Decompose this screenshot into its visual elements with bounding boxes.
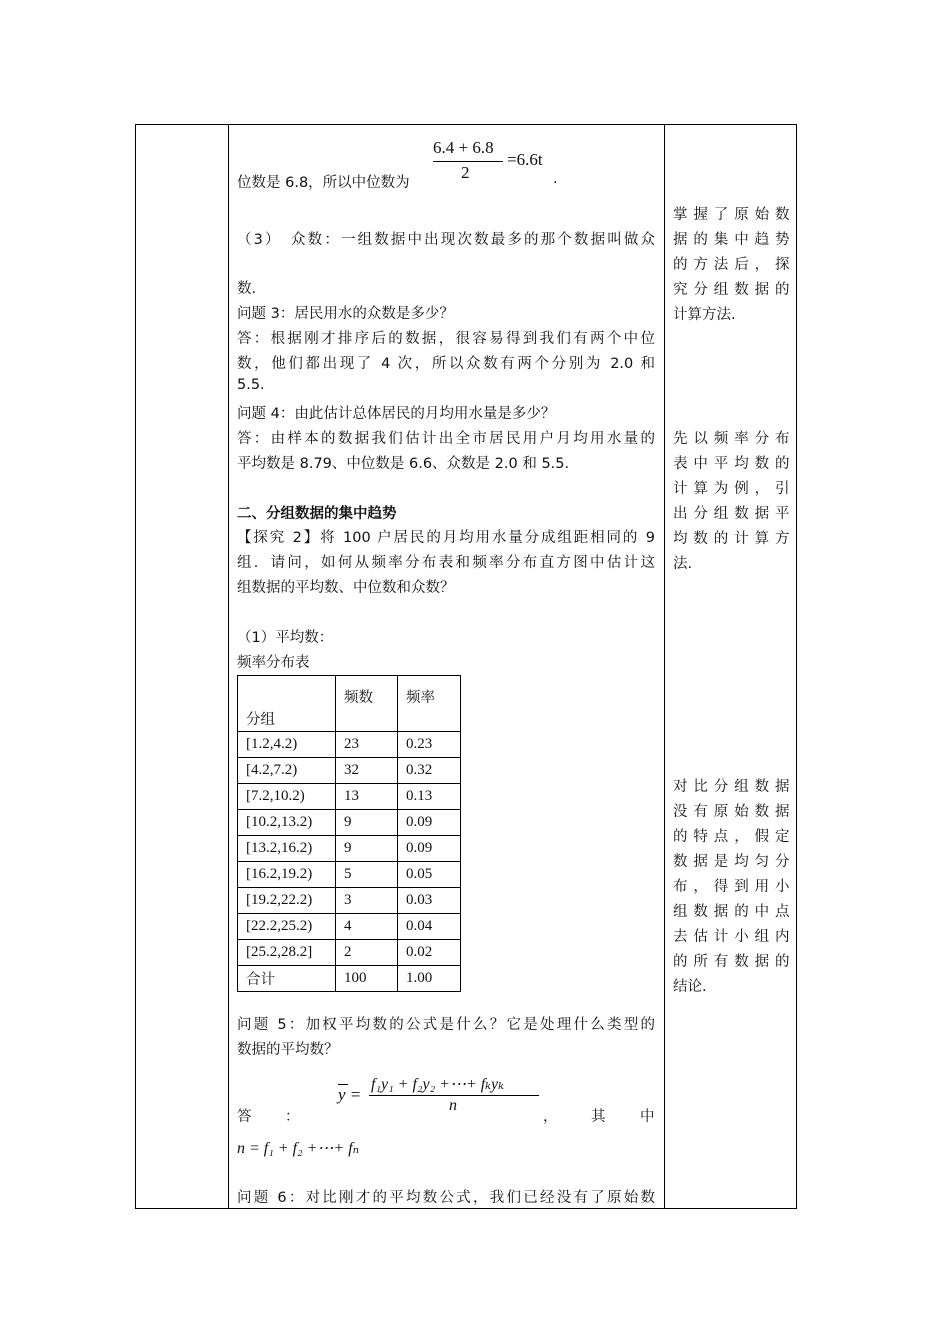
cell-frequency: 0.32	[398, 758, 461, 784]
note-line: 出分组数据平	[673, 506, 790, 522]
note-line: 布，得到用小	[673, 879, 790, 895]
table-row	[238, 888, 461, 914]
table-row	[238, 732, 461, 758]
header-count: 频数	[336, 676, 398, 732]
cell-group: [13.2,16.2)	[238, 836, 336, 862]
cell-group: [19.2,22.2)	[238, 888, 336, 914]
cell-group: [7.2,10.2)	[238, 784, 336, 810]
note-line: 据的集中趋势	[673, 232, 790, 248]
median-text: 位数是 6.8，所以中位数为	[237, 175, 410, 191]
weighted-numerator: f₁y₁ + f₂y₂ +⋯+ fₖyₖ	[371, 1076, 504, 1093]
frequency-table	[237, 675, 461, 992]
cell-frequency: 0.23	[398, 732, 461, 758]
table-row	[238, 914, 461, 940]
note-line: 的特点，假定	[673, 829, 790, 845]
column-divider-left	[228, 125, 229, 1208]
question-5-line1: 问题 5：加权平均数的公式是什么？它是处理什么类型的	[237, 1017, 655, 1033]
cell-frequency: 0.02	[398, 940, 461, 966]
table-total-row	[238, 966, 461, 992]
cell-group: 合计	[238, 966, 336, 992]
table-title: 频率分布表	[237, 655, 310, 671]
note-line: 没有原始数据	[673, 804, 790, 820]
note-line: 掌握了原始数	[673, 207, 790, 223]
answer-5-zhong: 中	[640, 1109, 655, 1125]
column-divider-right	[664, 125, 665, 1208]
answer-3-line2: 数，他们都出现了 4 次，所以众数有两个分别为 2.0 和	[237, 356, 655, 372]
note-line: 的方法后，探	[673, 257, 790, 273]
cell-count: 2	[336, 940, 398, 966]
note-line: 去估计小组内	[673, 929, 790, 945]
question-4: 问题 4：由此估计总体居民的月均用水量是多少？	[237, 406, 556, 422]
cell-frequency: 0.05	[398, 862, 461, 888]
weighted-denominator: n	[449, 1097, 457, 1114]
cell-group: [22.2,25.2)	[238, 914, 336, 940]
answer-3-line3: 5.5.	[237, 377, 265, 393]
formula-numerator: 6.4 + 6.8	[433, 138, 494, 157]
note-line: 对比分组数据	[673, 779, 790, 795]
note-line: 均数的计算方	[673, 531, 790, 547]
note-line: 表中平均数的	[673, 456, 790, 472]
answer-3-line1: 答：根据刚才排序后的数据，很容易得到我们有两个中位	[237, 331, 655, 347]
table-row	[238, 758, 461, 784]
table-row	[238, 836, 461, 862]
note-line: 计算为例，引	[673, 481, 790, 497]
formula-denominator: 2	[461, 163, 470, 182]
answer-5-label: 答	[237, 1109, 252, 1125]
header-frequency: 频率	[398, 676, 461, 732]
formula-result: =6.6t	[507, 150, 543, 169]
note-line: 结论.	[673, 979, 707, 995]
note-line: 数据是均匀分	[673, 854, 790, 870]
question-3: 问题 3：居民用水的众数是多少？	[237, 306, 454, 322]
overline	[338, 1084, 348, 1085]
note-line: 组数据的中点	[673, 904, 790, 920]
cell-count: 9	[336, 810, 398, 836]
cell-frequency: 0.03	[398, 888, 461, 914]
explore-2-line1: 【探究 2】将 100 户居民的月均用水量分成组距相同的 9	[237, 530, 655, 546]
table-row	[238, 784, 461, 810]
table-row	[238, 810, 461, 836]
cell-frequency: 0.13	[398, 784, 461, 810]
cell-count: 100	[336, 966, 398, 992]
answer-4-line1: 答：由样本的数据我们估计出全市居民用户月均用水量的	[237, 431, 655, 447]
weighted-lhs: y =	[338, 1085, 362, 1104]
answer-5-comma: ，	[543, 1109, 558, 1125]
cell-group: [25.2,28.2]	[238, 940, 336, 966]
cell-count: 4	[336, 914, 398, 940]
cell-frequency: 0.09	[398, 836, 461, 862]
cell-count: 9	[336, 836, 398, 862]
fraction-bar	[433, 161, 503, 162]
question-6: 问题 6：对比刚才的平均数公式，我们已经没有了原始数	[237, 1190, 655, 1206]
cell-group: [1.2,4.2)	[238, 732, 336, 758]
cell-count: 5	[336, 862, 398, 888]
section-heading: 二、分组数据的集中趋势	[237, 506, 397, 522]
explore-2-line3: 组数据的平均数、中位数和众数？	[237, 580, 455, 596]
mode-definition-line1: （3） 众数：一组数据中出现次数最多的那个数据叫做众	[237, 232, 655, 248]
note-line: 的所有数据的	[673, 954, 790, 970]
note-line: 计算方法.	[673, 307, 736, 323]
note-line: 先以频率分布	[673, 431, 790, 447]
answer-5-colon: ：	[285, 1109, 300, 1125]
explore-2-line2: 组．请问，如何从频率分布表和频率分布直方图中估计这	[237, 555, 655, 571]
cell-count: 13	[336, 784, 398, 810]
lesson-table	[135, 124, 797, 1209]
answer-4-line2: 平均数是 8.79、中位数是 6.6、众数是 2.0 和 5.5.	[237, 456, 570, 472]
cell-count: 23	[336, 732, 398, 758]
cell-group: [10.2,13.2)	[238, 810, 336, 836]
table-row	[238, 862, 461, 888]
cell-frequency: 0.09	[398, 810, 461, 836]
cell-count: 32	[336, 758, 398, 784]
cell-frequency: 0.04	[398, 914, 461, 940]
question-5-line2: 数据的平均数？	[237, 1042, 339, 1058]
mode-definition-line2: 数.	[237, 281, 257, 297]
note-line: 法.	[673, 556, 693, 572]
cell-group: [16.2,19.2)	[238, 862, 336, 888]
answer-5-qi: 其	[591, 1109, 606, 1125]
table-header-row	[238, 676, 461, 732]
median-end: .	[553, 171, 558, 187]
cell-frequency: 1.00	[398, 966, 461, 992]
n-formula: n = f₁ + f₂ +⋯+ fₙ	[237, 1140, 360, 1157]
cell-count: 3	[336, 888, 398, 914]
table-row	[238, 940, 461, 966]
weighted-fraction-bar	[369, 1095, 539, 1096]
note-line: 究分组数据的	[673, 282, 790, 298]
header-group: 分组	[238, 676, 336, 732]
mean-label: （1）平均数：	[237, 630, 334, 646]
cell-group: [4.2,7.2)	[238, 758, 336, 784]
